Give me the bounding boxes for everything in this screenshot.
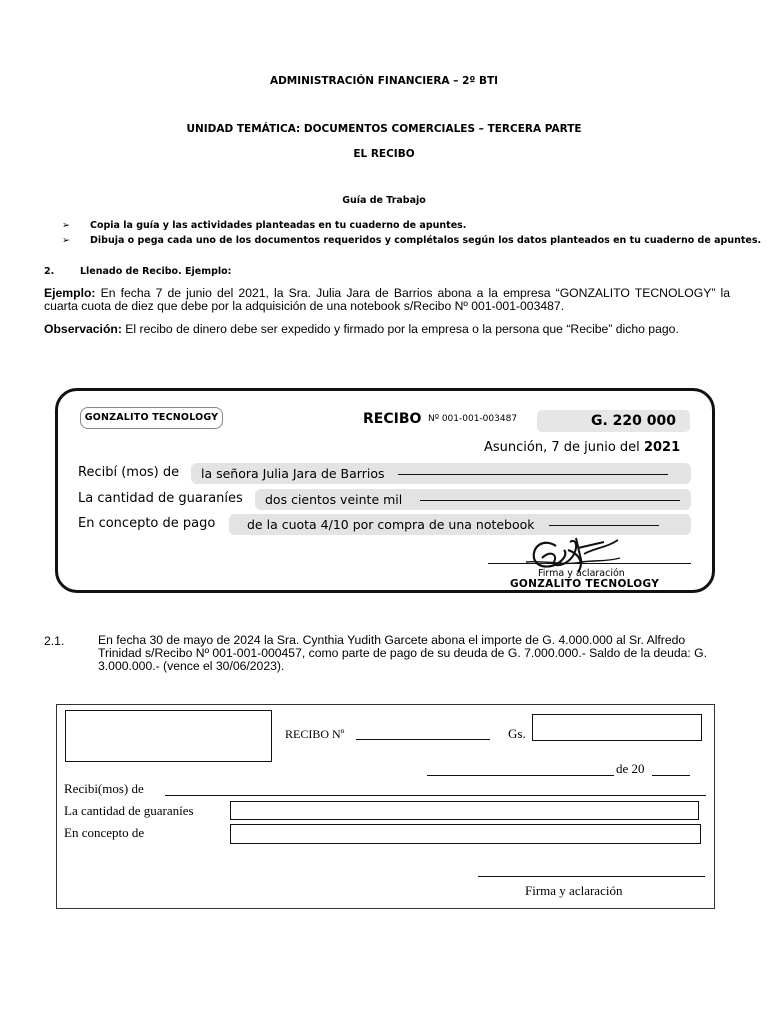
observation-label: Observación: <box>44 322 122 336</box>
concept-input[interactable] <box>230 824 701 844</box>
exercise-number: 2.1. <box>44 634 65 648</box>
observation-paragraph: Observación: El recibo de dinero debe ser expedido y firmado por la empresa o la persona que “Recibe” dicho pago. <box>44 322 679 336</box>
example-label: Ejemplo: <box>44 286 96 300</box>
example-paragraph: Ejemplo: En fecha 7 de junio del 2021, la Sra. Julia Jara de Barrios abona a la empresa “GONZALITO TECNOLOGY” la cuarta cuota de diez que debe por la adquisición de una notebook s/Recibo Nº 001-001-003487. <box>44 286 730 313</box>
amount-words-label: La cantidad de guaraníes <box>78 491 243 506</box>
amount-words-input[interactable] <box>230 801 699 820</box>
received-from-label: Recibí (mos) de <box>78 465 180 480</box>
received-from-line[interactable] <box>165 795 706 796</box>
receipt-number: Nº 001-001-003487 <box>428 414 518 424</box>
concept-label: En concepto de <box>64 825 145 840</box>
gs-label: Gs. <box>508 726 526 741</box>
fill-line <box>420 500 680 501</box>
signature-line[interactable] <box>478 876 705 877</box>
year-line[interactable] <box>652 775 690 776</box>
guide-title: Guía de Trabajo <box>342 195 426 206</box>
signature-company: GONZALITO TECNOLOGY <box>510 578 660 590</box>
topic-title: EL RECIBO <box>353 148 415 160</box>
fill-line <box>549 525 659 526</box>
receipt-date: Asunción, 7 de junio del 2021 <box>484 440 681 455</box>
arrow-bullet-icon: ➢ <box>62 235 70 246</box>
date-line[interactable] <box>427 775 614 776</box>
document-title: ADMINISTRACIÓN FINANCIERA – 2º BTI <box>269 75 499 87</box>
received-from-label: Recibi(mos) de <box>64 781 144 796</box>
concept-field: de la cuota 4/10 por compra de una notebook <box>229 514 691 535</box>
signature-label: Firma y aclaración <box>538 568 625 579</box>
arrow-bullet-icon: ➢ <box>62 220 70 231</box>
receipt-number-label: RECIBO Nº <box>285 727 345 741</box>
company-logo-box: GONZALITO TECNOLOGY <box>80 407 223 429</box>
instruction-item: ➢ Copia la guía y las actividades planteadas en tu cuaderno de apuntes. <box>62 220 467 231</box>
concept-label: En concepto de pago <box>78 516 216 531</box>
date-label: de 20 <box>616 761 645 776</box>
receipt-number-line[interactable] <box>356 739 490 740</box>
amount-words-field: dos cientos veinte mil <box>255 489 691 510</box>
receipt-amount: G. 220 000 <box>537 410 690 432</box>
logo-placeholder-box[interactable] <box>65 710 272 762</box>
thematic-unit: UNIDAD TEMÁTICA: DOCUMENTOS COMERCIALES – TERCERA PARTE <box>186 123 582 135</box>
fill-line <box>398 474 668 475</box>
instruction-item: ➢ Dibuja o pega cada uno de los documentos requeridos y complétalos según los datos planteados en tu cuaderno de apuntes. <box>62 235 762 246</box>
amount-input-box[interactable] <box>532 714 702 741</box>
section-title: Llenado de Recibo. Ejemplo: <box>80 266 232 277</box>
amount-words-label: La cantidad de guaraníes <box>64 803 194 818</box>
signature-line <box>488 563 691 564</box>
exercise-statement: En fecha 30 de mayo de 2024 la Sra. Cynthia Yudith Garcete abona el importe de G. 4.000.000 al Sr. Alfredo Trinidad s/Recibo Nº 001-001-000457, como parte de pago de su deuda de G. 7.000.000.- Saldo de la deuda: G. 3.000.000.- (vence el 30/06/2023). <box>98 633 708 673</box>
received-from-field: la señora Julia Jara de Barrios <box>191 463 691 484</box>
section-number: 2. <box>44 266 55 277</box>
receipt-title: RECIBO <box>363 411 422 427</box>
signature-label: Firma y aclaración <box>525 883 623 898</box>
